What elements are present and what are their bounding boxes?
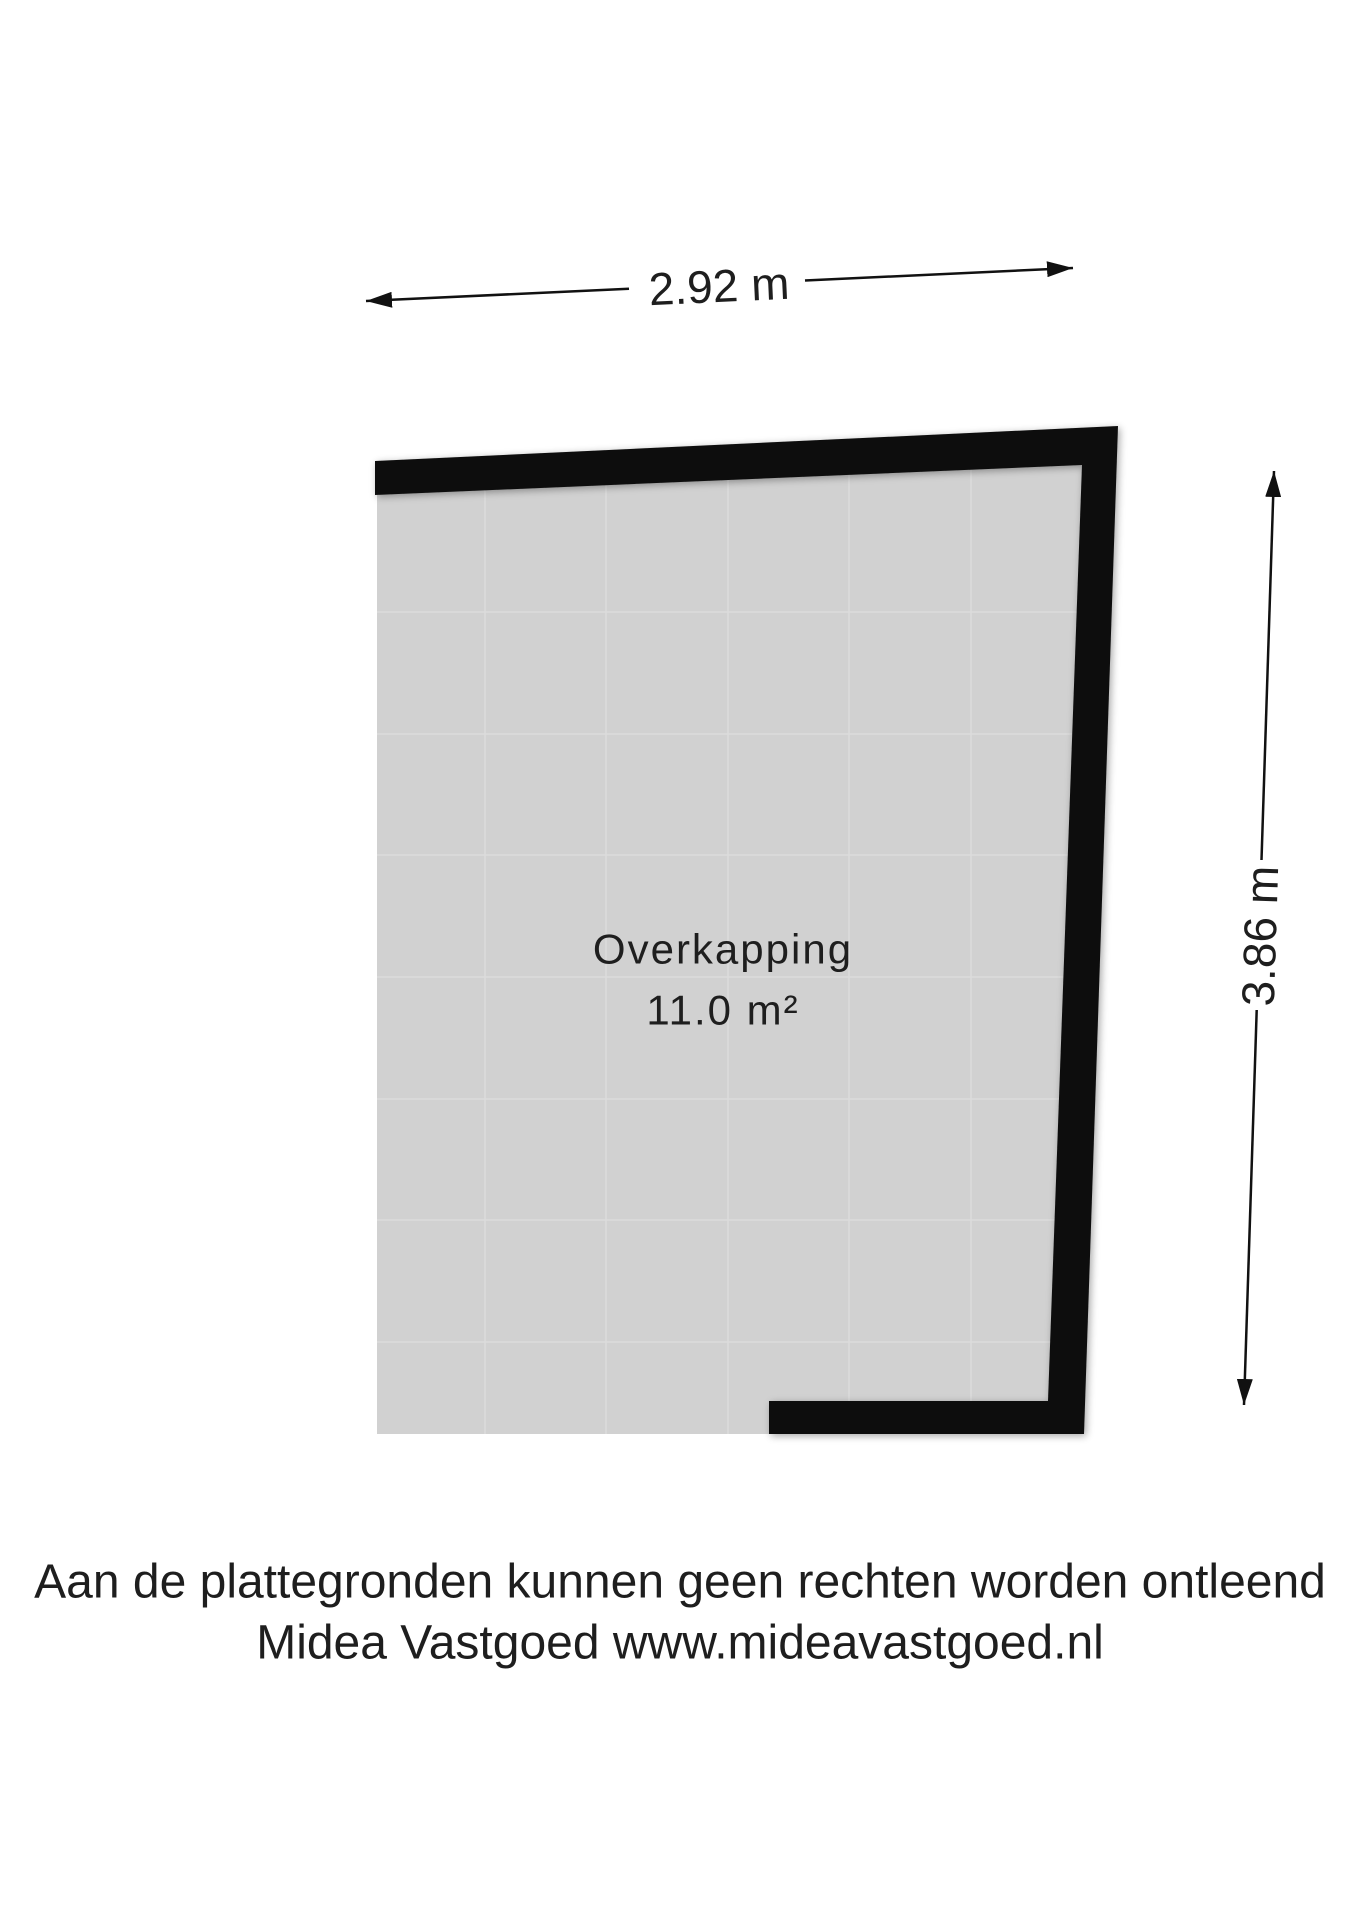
width-dimension-label: 2.92 m xyxy=(647,256,791,316)
depth-dimension xyxy=(1232,471,1288,1405)
width-dimension-line-right xyxy=(805,268,1073,281)
depth-dimension-line-bottom xyxy=(1244,1010,1257,1405)
disclaimer-text: Aan de plattegronden kunnen geen rechten worden ontleend xyxy=(34,1555,1326,1609)
depth-dimension-label: 3.86 m xyxy=(1231,864,1289,1008)
room-name-label: Overkapping xyxy=(592,925,854,973)
room-area-label: 11.0 m² xyxy=(646,986,800,1034)
width-dimension xyxy=(366,257,1073,315)
width-dimension-line-left xyxy=(366,289,629,301)
credit-text: Midea Vastgoed www.mideavastgoed.nl xyxy=(256,1616,1104,1670)
depth-dimension-line-top xyxy=(1262,471,1275,860)
